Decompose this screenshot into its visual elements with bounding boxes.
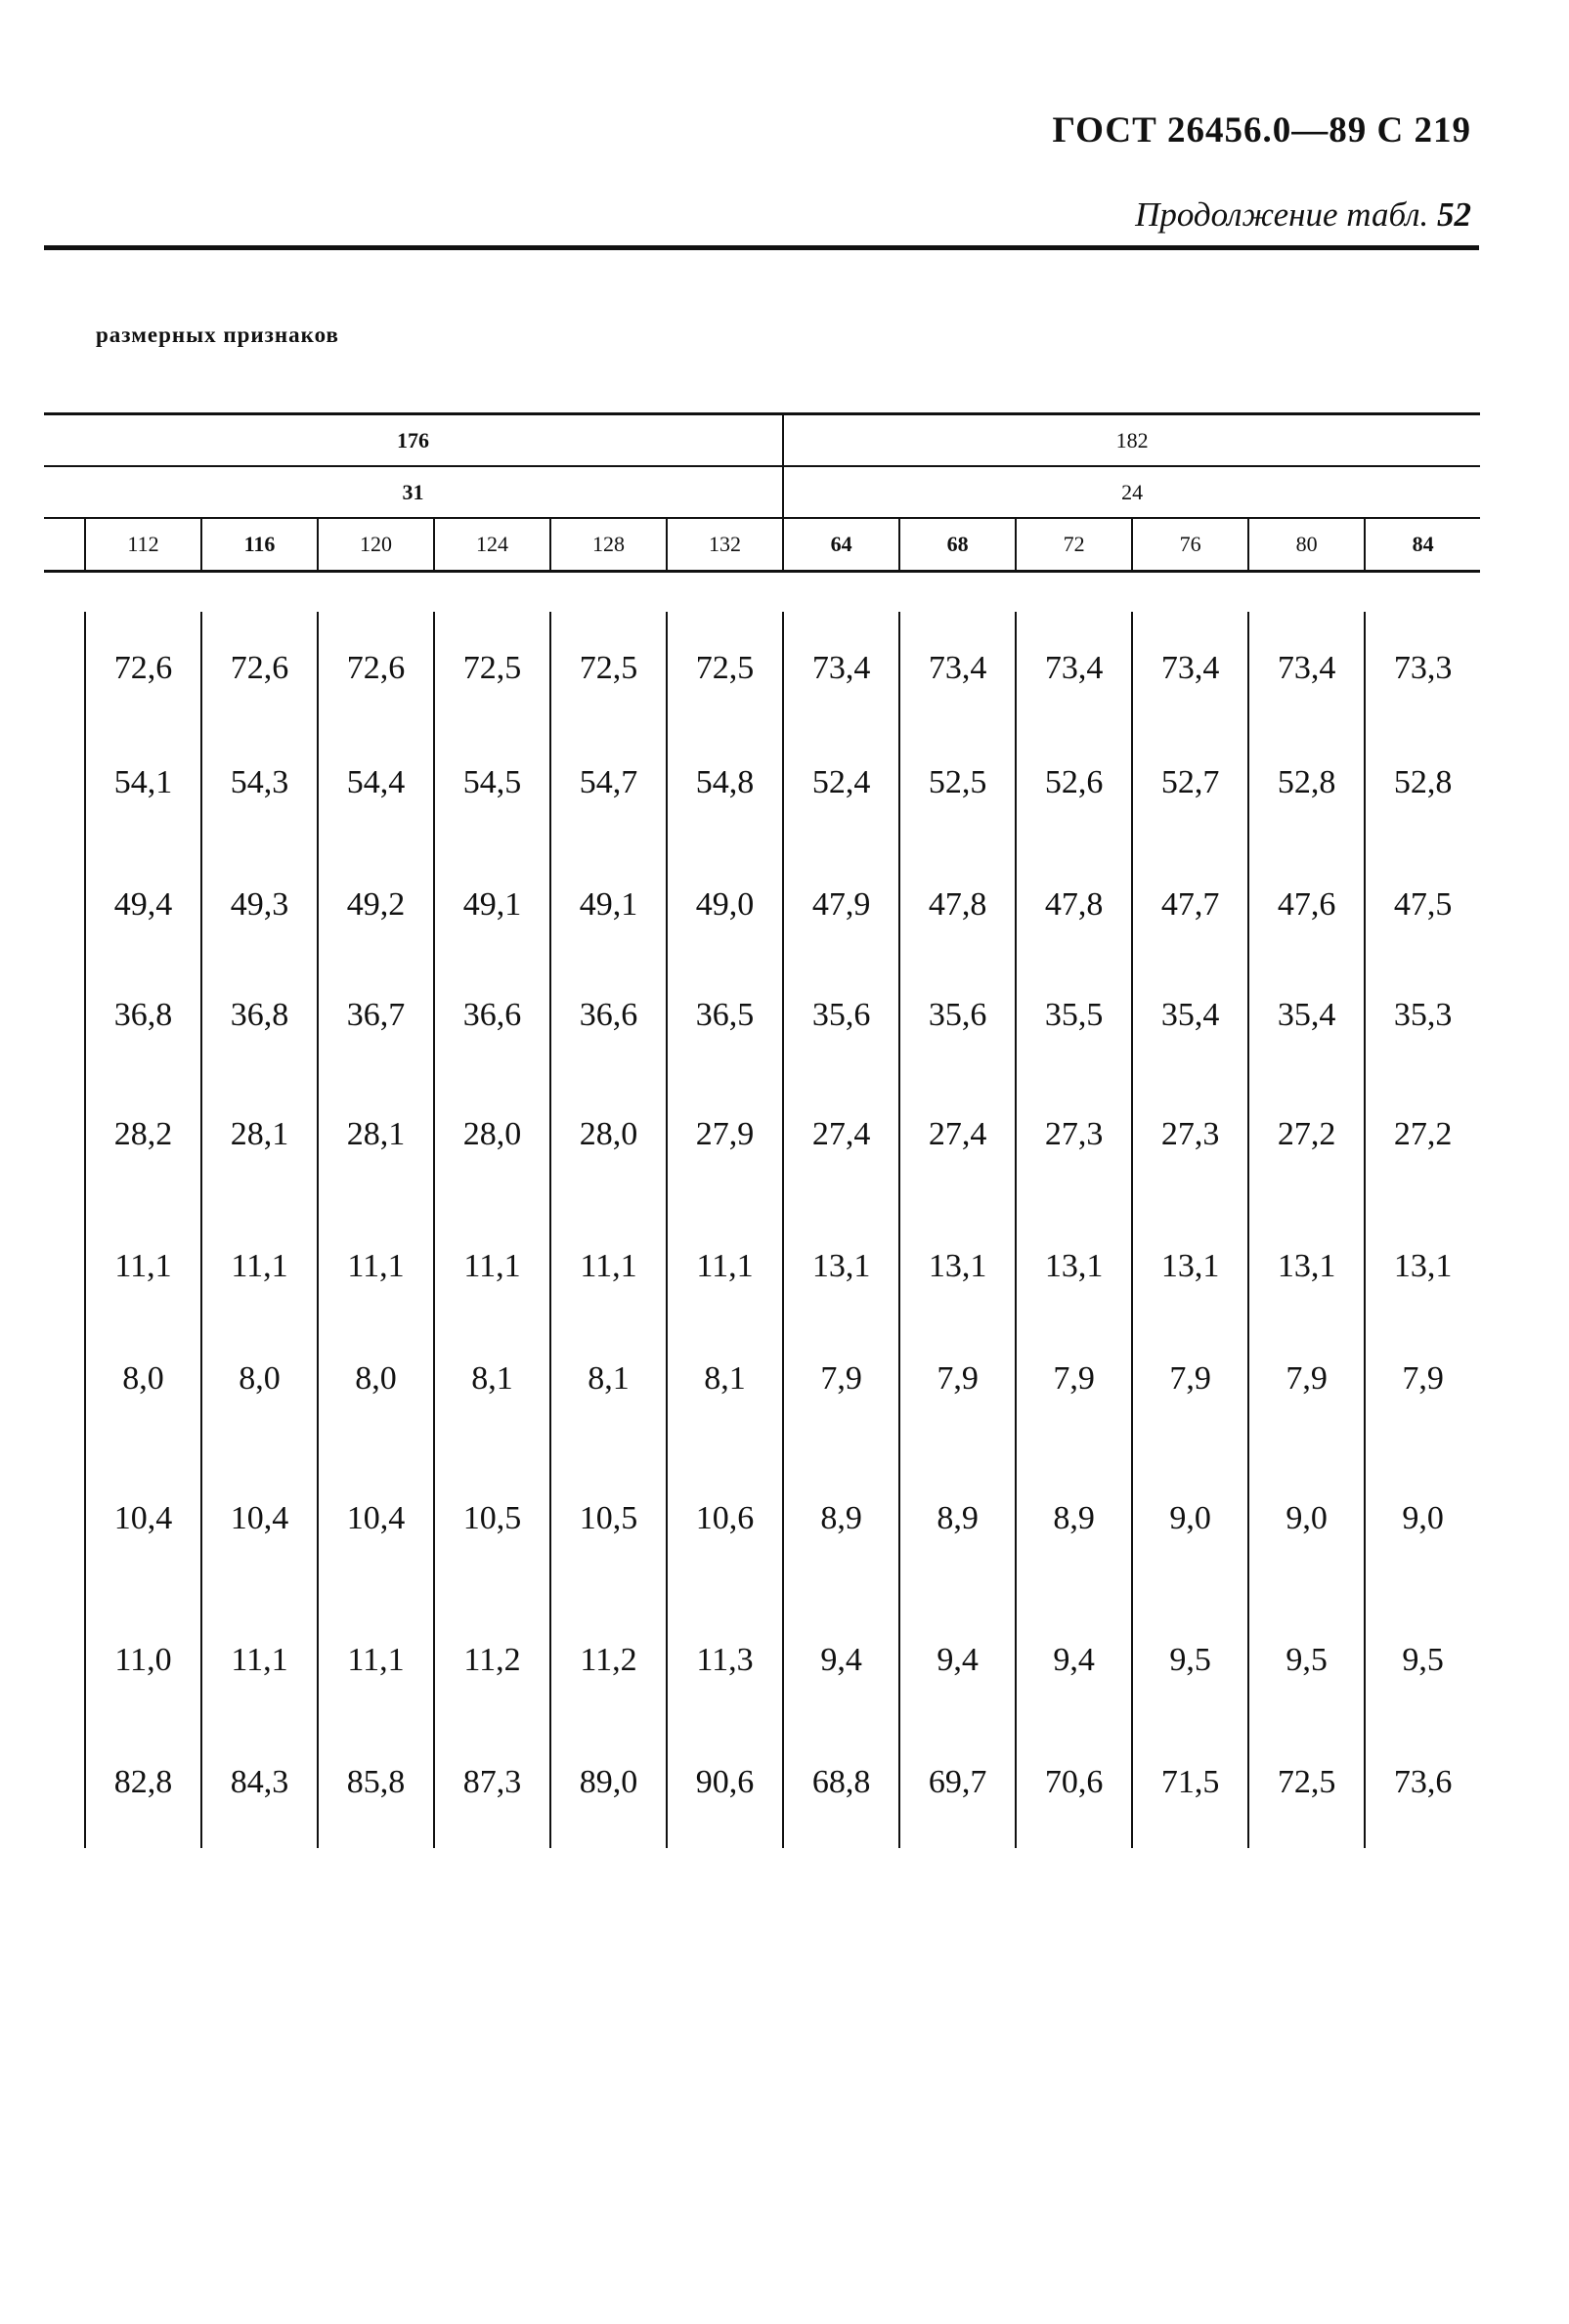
table-cell: 11,1 — [434, 1208, 550, 1325]
table-spacer-cell — [1016, 572, 1132, 613]
table-cell: 11,1 — [201, 1604, 318, 1716]
group-24: 24 — [783, 466, 1480, 518]
table-cell: 27,4 — [899, 1061, 1016, 1208]
table-row — [44, 724, 1480, 841]
table-cell: 87,3 — [434, 1716, 550, 1848]
table-cell: 73,6 — [1365, 1716, 1480, 1848]
table-spacer-cell — [85, 572, 201, 613]
table-cell: 82,8 — [85, 1716, 201, 1848]
table-cell: 13,1 — [1132, 1208, 1248, 1325]
table-cell: 72,5 — [550, 612, 667, 724]
table-row-lead — [44, 1325, 85, 1433]
table-cell: 8,9 — [1016, 1433, 1132, 1604]
table-cell: 11,1 — [318, 1208, 434, 1325]
table-cell: 54,8 — [667, 724, 783, 841]
column-header: 116 — [201, 518, 318, 572]
table-spacer-cell — [1132, 572, 1248, 613]
table-cell: 54,5 — [434, 724, 550, 841]
column-header: 120 — [318, 518, 434, 572]
top-rule — [44, 245, 1479, 250]
table-cell: 9,5 — [1248, 1604, 1365, 1716]
table-cell: 11,3 — [667, 1604, 783, 1716]
table-body — [44, 572, 1480, 1849]
table-cell: 35,4 — [1132, 968, 1248, 1061]
table-cell: 84,3 — [201, 1716, 318, 1848]
table-spacer-cell — [1248, 572, 1365, 613]
table-cell: 36,6 — [550, 968, 667, 1061]
table-cell: 54,7 — [550, 724, 667, 841]
table-cell: 13,1 — [1016, 1208, 1132, 1325]
table-cell: 8,9 — [899, 1433, 1016, 1604]
table-caption-number: 52 — [1437, 195, 1471, 234]
table-row — [44, 1433, 1480, 1604]
table-cell: 47,8 — [899, 841, 1016, 968]
table-row-lead — [44, 841, 85, 968]
table-cell: 8,1 — [667, 1325, 783, 1433]
table-cell: 52,4 — [783, 724, 899, 841]
group-31: 31 — [44, 466, 783, 518]
table-cell: 27,2 — [1365, 1061, 1480, 1208]
table-row-lead — [44, 1433, 85, 1604]
table-cell: 11,2 — [550, 1604, 667, 1716]
table-cell: 9,5 — [1132, 1604, 1248, 1716]
table-cell: 27,4 — [783, 1061, 899, 1208]
table-caption-text: Продолжение табл. — [1135, 195, 1429, 234]
table-cell: 8,0 — [85, 1325, 201, 1433]
table-cell: 47,5 — [1365, 841, 1480, 968]
table-cell: 7,9 — [1248, 1325, 1365, 1433]
table-cell: 9,4 — [783, 1604, 899, 1716]
column-header-row — [44, 518, 1480, 572]
table-cell: 27,9 — [667, 1061, 783, 1208]
table-spacer-cell — [318, 572, 434, 613]
table-cell: 54,4 — [318, 724, 434, 841]
table-cell: 52,8 — [1248, 724, 1365, 841]
column-header: 76 — [1132, 518, 1248, 572]
table-cell: 27,2 — [1248, 1061, 1365, 1208]
table-cell: 11,1 — [550, 1208, 667, 1325]
table-cell: 13,1 — [899, 1208, 1016, 1325]
table-cell: 11,1 — [201, 1208, 318, 1325]
column-header: 72 — [1016, 518, 1132, 572]
table-spacer-cell — [550, 572, 667, 613]
table-cell: 36,5 — [667, 968, 783, 1061]
table-row-lead — [44, 1604, 85, 1716]
table-cell: 69,7 — [899, 1716, 1016, 1848]
table-cell: 90,6 — [667, 1716, 783, 1848]
table-cell: 10,4 — [85, 1433, 201, 1604]
table-cell: 8,1 — [550, 1325, 667, 1433]
table-cell: 9,4 — [899, 1604, 1016, 1716]
table-cell: 54,3 — [201, 724, 318, 841]
table-cell: 49,1 — [550, 841, 667, 968]
table-spacer-cell — [1365, 572, 1480, 613]
column-header: 68 — [899, 518, 1016, 572]
table-cell: 11,1 — [85, 1208, 201, 1325]
table-cell: 49,0 — [667, 841, 783, 968]
table-spacer-cell — [783, 572, 899, 613]
table-cell: 35,3 — [1365, 968, 1480, 1061]
table-cell: 68,8 — [783, 1716, 899, 1848]
table-cell: 35,6 — [899, 968, 1016, 1061]
table-cell: 36,8 — [201, 968, 318, 1061]
header-row-group-1 — [44, 414, 1480, 467]
table-cell: 36,7 — [318, 968, 434, 1061]
table-cell: 49,2 — [318, 841, 434, 968]
column-header: 124 — [434, 518, 550, 572]
table-row — [44, 612, 1480, 724]
group-182: 182 — [783, 414, 1480, 467]
table-spacer-cell — [44, 572, 85, 613]
table-cell: 7,9 — [899, 1325, 1016, 1433]
table-cell: 11,2 — [434, 1604, 550, 1716]
table-cell: 9,4 — [1016, 1604, 1132, 1716]
table-cell: 73,4 — [1016, 612, 1132, 724]
table-row — [44, 1604, 1480, 1716]
table-cell: 11,1 — [667, 1208, 783, 1325]
table-row — [44, 841, 1480, 968]
table-row-lead — [44, 612, 85, 724]
table-cell: 10,6 — [667, 1433, 783, 1604]
table-cell: 7,9 — [783, 1325, 899, 1433]
table-cell: 10,4 — [201, 1433, 318, 1604]
table-cell: 28,1 — [201, 1061, 318, 1208]
table-cell: 72,5 — [1248, 1716, 1365, 1848]
table-row-lead — [44, 1208, 85, 1325]
table-cell: 85,8 — [318, 1716, 434, 1848]
table-spacer-cell — [434, 572, 550, 613]
table-cell: 89,0 — [550, 1716, 667, 1848]
table-cell: 73,3 — [1365, 612, 1480, 724]
table-cell: 52,6 — [1016, 724, 1132, 841]
table-cell: 35,5 — [1016, 968, 1132, 1061]
table-cell: 10,5 — [550, 1433, 667, 1604]
table-cell: 11,0 — [85, 1604, 201, 1716]
table-cell: 8,1 — [434, 1325, 550, 1433]
table-cell: 52,5 — [899, 724, 1016, 841]
table-spacer-row — [44, 572, 1480, 613]
table-cell: 47,6 — [1248, 841, 1365, 968]
table-cell: 8,0 — [318, 1325, 434, 1433]
table-cell: 47,8 — [1016, 841, 1132, 968]
table-cell: 7,9 — [1132, 1325, 1248, 1433]
table-spacer-cell — [667, 572, 783, 613]
table-cell: 9,0 — [1248, 1433, 1365, 1604]
table-row-lead — [44, 724, 85, 841]
table-cell: 36,8 — [85, 968, 201, 1061]
table-cell: 9,5 — [1365, 1604, 1480, 1716]
table-cell: 28,0 — [434, 1061, 550, 1208]
table-row-lead — [44, 1061, 85, 1208]
table-cell: 35,4 — [1248, 968, 1365, 1061]
table-cell: 36,6 — [434, 968, 550, 1061]
table-cell: 73,4 — [783, 612, 899, 724]
table-cell: 49,1 — [434, 841, 550, 968]
table-cell: 52,7 — [1132, 724, 1248, 841]
group-176: 176 — [44, 414, 783, 467]
table-cell: 8,0 — [201, 1325, 318, 1433]
column-header: 132 — [667, 518, 783, 572]
table-cell: 73,4 — [899, 612, 1016, 724]
table-caption — [1135, 195, 1471, 235]
table-cell: 10,4 — [318, 1433, 434, 1604]
table-cell: 72,5 — [434, 612, 550, 724]
column-header-lead — [44, 518, 85, 572]
table-spacer-cell — [899, 572, 1016, 613]
data-table — [44, 412, 1480, 1848]
table-cell: 35,6 — [783, 968, 899, 1061]
column-header: 64 — [783, 518, 899, 572]
table-cell: 52,8 — [1365, 724, 1480, 841]
table-cell: 10,5 — [434, 1433, 550, 1604]
table-cell: 28,1 — [318, 1061, 434, 1208]
table-spacer-cell — [201, 572, 318, 613]
table-cell: 28,0 — [550, 1061, 667, 1208]
table-cell: 72,6 — [85, 612, 201, 724]
table-subtitle: размерных признаков — [96, 323, 339, 347]
table-cell: 8,9 — [783, 1433, 899, 1604]
table-cell: 73,4 — [1248, 612, 1365, 724]
column-header: 80 — [1248, 518, 1365, 572]
table-cell: 47,7 — [1132, 841, 1248, 968]
table-row-lead — [44, 1716, 85, 1848]
table-cell: 13,1 — [783, 1208, 899, 1325]
table-row — [44, 1716, 1480, 1848]
table-cell: 13,1 — [1365, 1208, 1480, 1325]
table-cell: 72,6 — [201, 612, 318, 724]
table-row-lead — [44, 968, 85, 1061]
column-header: 112 — [85, 518, 201, 572]
table-cell: 72,6 — [318, 612, 434, 724]
table-cell: 54,1 — [85, 724, 201, 841]
header-row-group-2 — [44, 466, 1480, 518]
column-header: 128 — [550, 518, 667, 572]
table-cell: 49,4 — [85, 841, 201, 968]
table-cell: 73,4 — [1132, 612, 1248, 724]
table-cell: 9,0 — [1132, 1433, 1248, 1604]
table-cell: 70,6 — [1016, 1716, 1132, 1848]
table-cell: 7,9 — [1016, 1325, 1132, 1433]
table-cell: 72,5 — [667, 612, 783, 724]
table-cell: 13,1 — [1248, 1208, 1365, 1325]
table-cell: 49,3 — [201, 841, 318, 968]
table-cell: 71,5 — [1132, 1716, 1248, 1848]
table-cell: 9,0 — [1365, 1433, 1480, 1604]
table-cell: 27,3 — [1016, 1061, 1132, 1208]
table-cell: 27,3 — [1132, 1061, 1248, 1208]
table-row — [44, 1325, 1480, 1433]
table-cell: 28,2 — [85, 1061, 201, 1208]
table-row — [44, 1061, 1480, 1208]
table-cell: 7,9 — [1365, 1325, 1480, 1433]
page-header: ГОСТ 26456.0—89 С 219 — [1052, 110, 1471, 151]
table-row — [44, 1208, 1480, 1325]
column-header: 84 — [1365, 518, 1480, 572]
table-cell: 47,9 — [783, 841, 899, 968]
table-cell: 11,1 — [318, 1604, 434, 1716]
table-row — [44, 968, 1480, 1061]
